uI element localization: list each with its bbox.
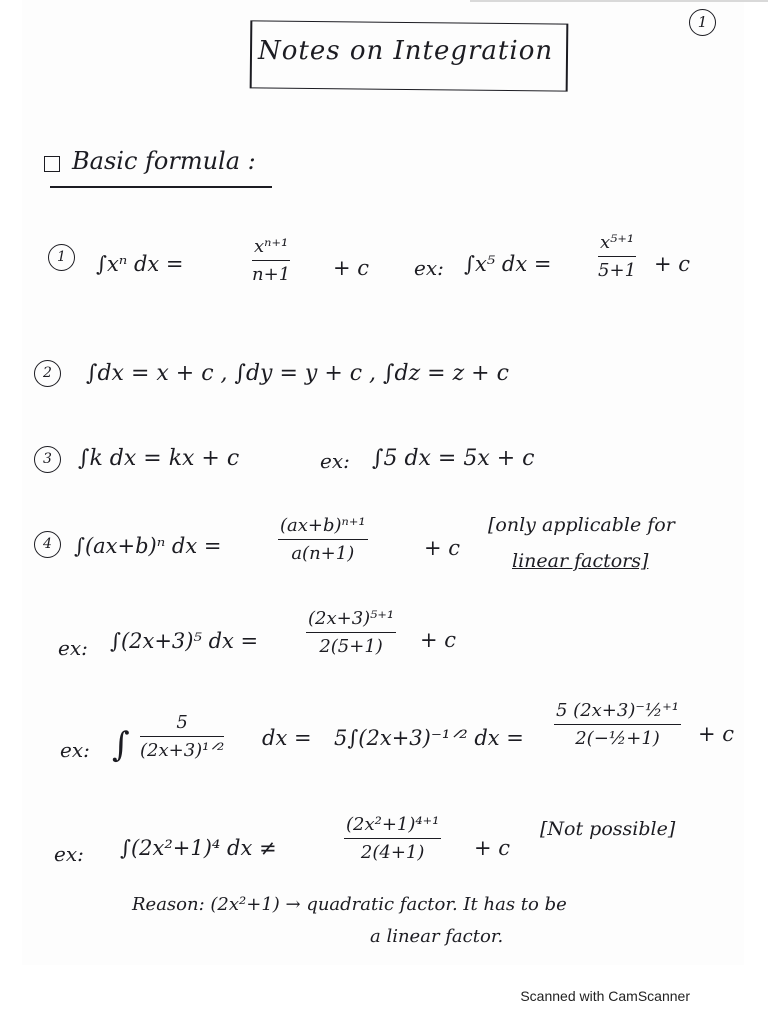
example-2-integrand [140,712,224,761]
formula-3-example-text: ∫5 dx = 5x + c [372,446,535,471]
formula-1-constant: + c [333,256,370,280]
page-title: Notes on Integration [258,36,554,66]
formula-1-example-constant: + c [654,252,691,276]
example-3-denominator: 2(4+1) [360,842,425,863]
example-1-lhs: ∫(2x+3)⁵ dx = [110,629,259,653]
formula-1-numerator: xⁿ⁺¹ [252,236,290,261]
formula-4-lhs: ∫(ax+b)ⁿ dx = [74,534,222,558]
example-1-numerator: (2x+3)⁵⁺¹ [306,608,396,633]
formula-1-lhs: ∫xⁿ dx = [96,252,184,276]
formula-2-number: 2 [34,360,61,387]
example-3-verdict: [Not possible] [540,818,676,840]
formula-3-text: ∫k dx = kx + c [78,446,240,471]
page-edge [470,0,768,2]
formula-4-number: 4 [34,531,61,558]
reason-line-1: Reason: (2x²+1) → quadratic factor. It has to be [132,894,567,915]
example-3-numerator: (2x²+1)⁴⁺¹ [344,814,441,839]
formula-3-number: 3 [34,446,61,473]
example-3-fraction [344,814,441,863]
formula-3-example-label: ex: [320,449,350,473]
formula-1-example-lhs: ∫x⁵ dx = [464,252,552,276]
example-2-constant: + c [698,722,735,746]
example-2-integrand-numerator: 5 [140,712,224,737]
formula-1-denominator: n+1 [252,264,291,285]
example-3-lhs: ∫(2x²+1)⁴ dx ≠ [120,836,277,860]
example-2-fraction [554,700,681,749]
formula-4-note-line-1: [only applicable for [488,514,675,536]
example-2-middle: 5∫(2x+3)⁻¹ᐟ² dx = [334,726,524,750]
example-1-label: ex: [58,636,88,660]
formula-1-example-label: ex: [414,256,444,280]
example-2-integrand-denominator: (2x+3)¹ᐟ² [140,740,225,761]
example-2-integral-icon: ∫ [112,725,130,765]
example-2-dx: dx = [262,726,312,750]
example-2-denominator: 2(−½+1) [575,728,660,749]
example-1-constant: + c [420,628,457,652]
formula-4-note-line-2: linear factors] [512,550,649,572]
checkbox-bullet [44,156,60,172]
formula-4-numerator: (ax+b)ⁿ⁺¹ [278,515,368,540]
section-underline [50,186,272,188]
example-3-constant: + c [474,836,511,860]
formula-1-example-numerator: x⁵⁺¹ [598,232,636,257]
formula-4-denominator: a(n+1) [291,543,355,564]
example-3-label: ex: [54,842,84,866]
formula-1-number: 1 [48,244,75,271]
section-title: Basic formula : [72,147,256,175]
formula-4-fraction [278,515,368,564]
formula-1-example-fraction [598,232,636,281]
scanner-watermark: Scanned with CamScanner [520,988,690,1004]
example-2-label: ex: [60,738,90,762]
formula-2-text: ∫dx = x + c , ∫dy = y + c , ∫dz = z + c [86,361,509,386]
formula-1-fraction [252,236,290,285]
formula-1-example-denominator: 5+1 [598,260,637,281]
example-1-denominator: 2(5+1) [319,636,383,657]
formula-4-constant: + c [424,536,461,560]
example-2-numerator: 5 (2x+3)⁻½⁺¹ [554,700,681,725]
page-number: 1 [689,9,716,36]
example-1-fraction [306,608,396,657]
reason-line-2: a linear factor. [370,926,504,947]
